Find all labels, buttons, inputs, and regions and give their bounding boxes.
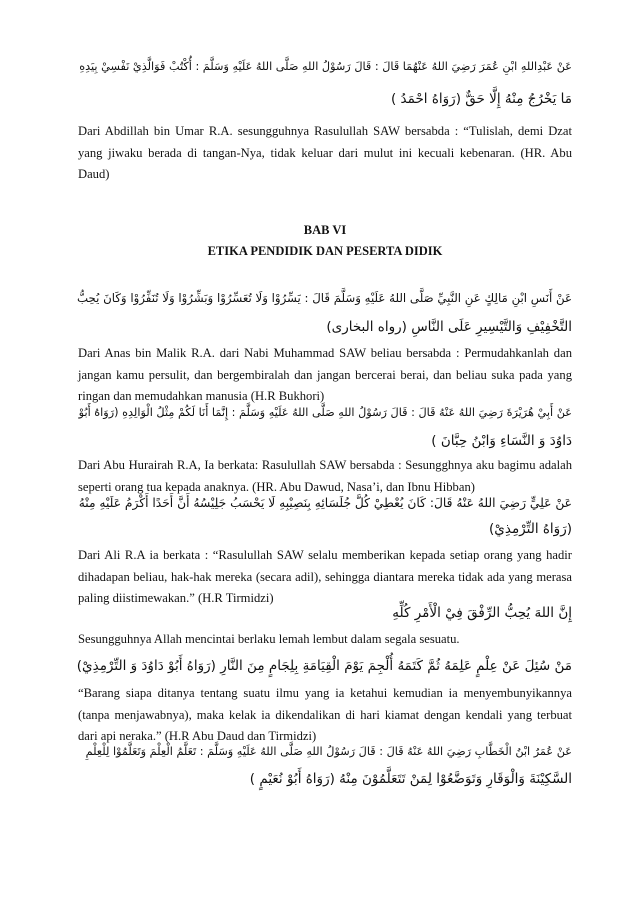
hadith-5-arabic: إِنَّ اللهَ يُحِبُّ الرِّفْقَ فِيْ الْأَمْرِ كُلِّهِ xyxy=(392,605,572,621)
chapter-title: ETIKA PENDIDIK DAN PESERTA DIDIK xyxy=(207,244,443,258)
hadith-7-arabic-line-1: عَنْ عُمَرُ ابْنُ الْخَطَّابِ رَضِيَ اللهُ عَنْهُ قَالَ : قَالَ رَسُوْلُ اللهِ صَلَّى اللهُ عَلَيْهِ وَسَلَّمَ : تَعَلَّمُ الْعِلْمَ وَتَعَلَّمُوْا لِلْعِلْمِ xyxy=(85,745,572,758)
hadith-3-translation: Dari Abu Hurairah R.A, Ia berkata: Rasulullah SAW bersabda : Sesungghnya aku bagimu adalah seperti orang tua kepada anaknya. (HR. Abu Dawud, Nasa’i, dan Ibnu Hibban) xyxy=(78,458,572,494)
hadith-1-arabic-line-2: مَا يَخْرُجُ مِنْهُ إِلَّا حَقٌّ (رَوَاهُ احْمَدُ ) xyxy=(391,91,572,107)
hadith-4-translation: Dari Ali R.A ia berkata : “Rasulullah SAW selalu memberikan kepada setiap orang yang hadir dihadapan beliau, hak-hak mereka (secara adil), sehingga diantara mereka tidak ada yang merasa paling diistimewakan.” (H.R Tirmidzi) xyxy=(78,548,572,605)
hadith-7-arabic-line-2: السَّكِيْنَةَ وَالْوَقَارِ وَتَوَضَّعُوْا لِمَنْ تَتَعَلَّمُوْنَ مِنْهُ (رَوَاهُ أَبُوْ نُعَيْمٍ ) xyxy=(249,771,572,787)
hadith-5-translation: Sesungguhnya Allah mencintai berlaku lemah lembut dalam segala sesuatu. xyxy=(78,632,460,646)
hadith-2-translation: Dari Anas bin Malik R.A. dari Nabi Muhammad SAW beliau bersabda : Permudahkanlah dan jangan kamu persulit, dan bergembiralah dan jangan bercerai berai, dan beliau suka pada yang ringan dan memudahkan manusia (H.R Bukhori) xyxy=(78,346,572,403)
hadith-6-arabic: مَنْ سُئِلَ عَنْ عِلْمٍ عَلِمَهُ ثُمَّ كَتَمَهُ أُلْجِمَ يَوْمَ الْقِيَامَةِ بِلِجَامٍ مِنَ النَّارِ (رَوَاهُ أَبُوْ دَاوُدَ وَ التِّرْمِذِيْ) xyxy=(76,658,572,674)
hadith-3-arabic-line-1: عَنْ أَبِيْ هُرَيْرَةَ رَضِيَ اللهُ عَنْهُ قَالَ : قَالَ رَسُوْلُ اللهِ صَلَّى اللهُ عَلَيْهِ وَسَلَّمَ : إِنَّمَا أَنَا لَكُمْ مِثْلُ الْوَالِدِهِ (رَوَاهُ أَبُوْ xyxy=(78,406,572,419)
hadith-3-arabic-line-2: دَاوُدَ وَ النَّسَاءِ وَابْنُ حِبَّانَ ) xyxy=(431,433,572,449)
hadith-2-arabic-line-1: عَنْ أَنَسِ ابْنِ مَالِكٍ عَنِ النَّبِيِّ صَلَّى اللهُ عَلَيْهِ وَسَلَّمَ قَالَ : يَسِّرُوْا وَلَا تُعَسِّرُوْا وَبَشِّرُوْا وَلَا تُنَفِّرُوْا وَكَانَ يُحِبُّ xyxy=(77,291,572,305)
hadith-6-translation: “Barang siapa ditanya tentang suatu ilmu yang ia ketahui kemudian ia menyembunyikannya (tanpa menjawabnya), maka kelak ia dikendalikan di hari kiamat dengan kendali yang terbuat dari api neraka.” (H.R Abu Daud dan Tirmidzi) xyxy=(78,686,572,743)
hadith-1-arabic-line-1: عَنْ عَبْدِاللهِ ابْنِ عُمَرَ رَضِيَ اللهُ عَنْهُمَا قَالَ : قَالَ رَسُوْلُ اللهِ صَلَّى اللهُ عَلَيْهِ وَسَلَّمَ : أُكْتُبْ فَوَالَّذِيْ نَفْسِيْ بِيَدِهِ xyxy=(79,60,572,73)
hadith-4-arabic-line-1: عَنْ عَلِيٍّ رَضِيَ اللهُ عَنْهُ قَالَ: كَانَ يُعْطِيْ كُلَّ جُلَسَائِهِ بِنَصِيْبِهِ لَا يَحْسَبُ جَلِيْسُهُ أَنَّ أَحَدًا أَكْرَمُ عَلَيْهِ مِنْهُ xyxy=(78,496,572,510)
hadith-1-translation: Dari Abdillah bin Umar R.A. sesungguhnya Rasulullah SAW bersabda : “Tulislah, demi Dzat yang jiwaku berada di tangan-Nya, tidak keluar dari mulut ini kecuali kebenaran. (HR. Abu Daud) xyxy=(78,124,572,181)
hadith-4-arabic-line-2: (رَوَاهُ التِّرْمِذِيْ) xyxy=(489,521,572,537)
hadith-2-arabic-line-2: التَّخْفِيْفِ وَالتَّيْسِيرِ عَلَى النَّاسِ (رواه البخارى) xyxy=(326,319,572,335)
chapter-number: BAB VI xyxy=(303,223,347,237)
